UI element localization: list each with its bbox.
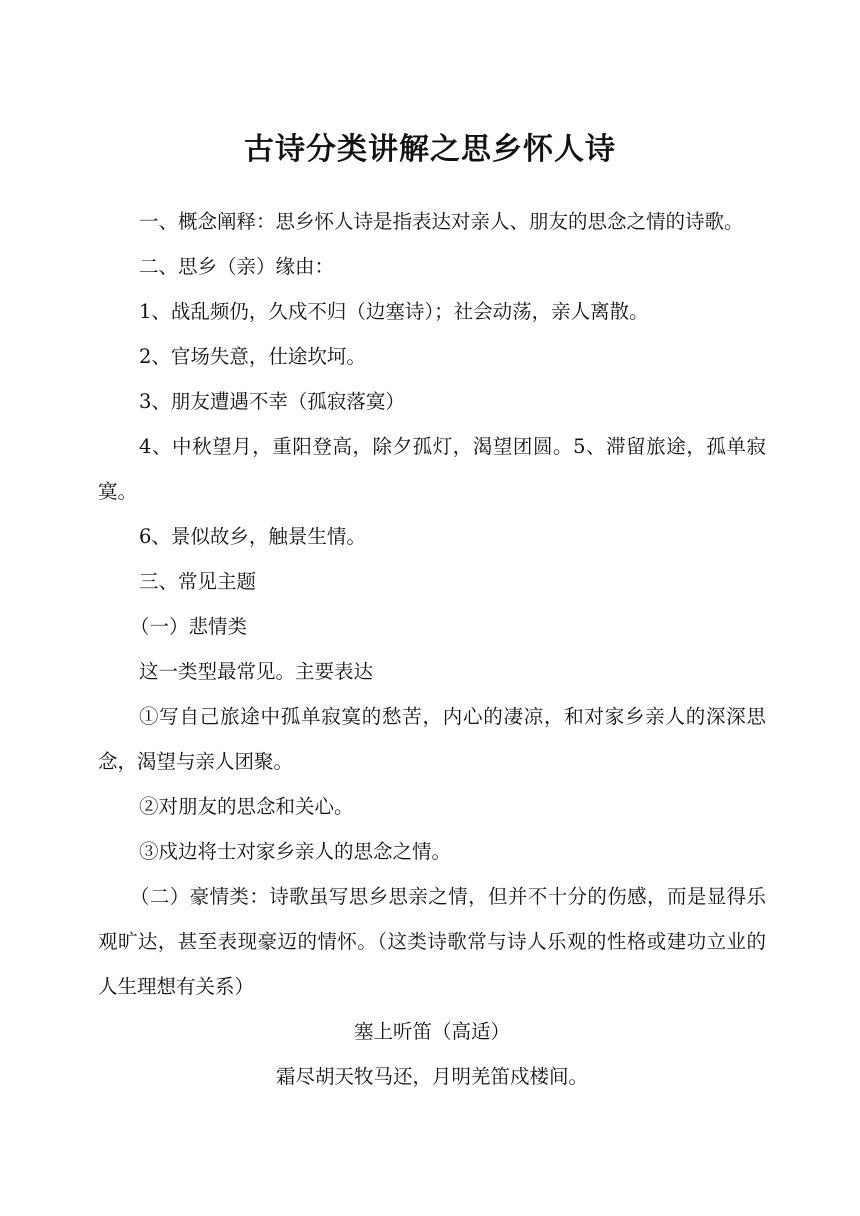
paragraph-concept: 一、概念阐释：思乡怀人诗是指表达对亲人、朋友的思念之情的诗歌。	[139, 210, 744, 233]
paragraph-reason-1: 1、战乱频仍，久戍不归（边塞诗）；社会动荡，亲人离散。	[139, 300, 649, 323]
paragraph-reason-2: 2、官场失意，仕途坎坷。	[139, 345, 366, 368]
paragraph-sad-intro: 这一类型最常见。主要表达	[139, 660, 374, 683]
document-title: 古诗分类讲解之思乡怀人诗	[244, 132, 616, 167]
paragraph-sad-point-3: ③戍边将士对家乡亲人的思念之情。	[139, 840, 452, 863]
paragraph-themes-heading: 三、常见主题	[139, 570, 257, 593]
paragraph-heroic-category: （二）豪情类：诗歌虽写思乡思亲之情，但并不十分的伤感，而是显得乐观旷达，甚至表现豪迈的情怀。（这类诗歌常与诗人乐观的性格或建功立业的人生理想有关系）	[98, 885, 766, 998]
paragraph-reason-3: 3、朋友遭遇不幸（孤寂落寞）	[139, 390, 405, 413]
paragraph-reason-6: 6、景似故乡，触景生情。	[139, 525, 366, 548]
paragraph-sad-category: （一）悲情类	[130, 615, 248, 638]
paragraph-sad-point-1: ①写自己旅途中孤单寂寞的愁苦，内心的凄凉，和对家乡亲人的深深思念，渴望与亲人团聚。	[98, 705, 766, 773]
paragraph-reason-4-5: 4、中秋望月，重阳登高，除夕孤灯，渴望团圆。5、滞留旅途，孤单寂寞。	[98, 435, 766, 503]
document-body	[98, 199, 766, 1099]
poem-line-1: 霜尽胡天牧马还，月明羌笛戍楼间。	[275, 1065, 588, 1088]
paragraph-reasons-heading: 二、思乡（亲）缘由：	[139, 255, 335, 278]
paragraph-sad-point-2: ②对朋友的思念和关心。	[139, 795, 354, 818]
poem-heading: 塞上听笛（高适）	[353, 1020, 510, 1043]
